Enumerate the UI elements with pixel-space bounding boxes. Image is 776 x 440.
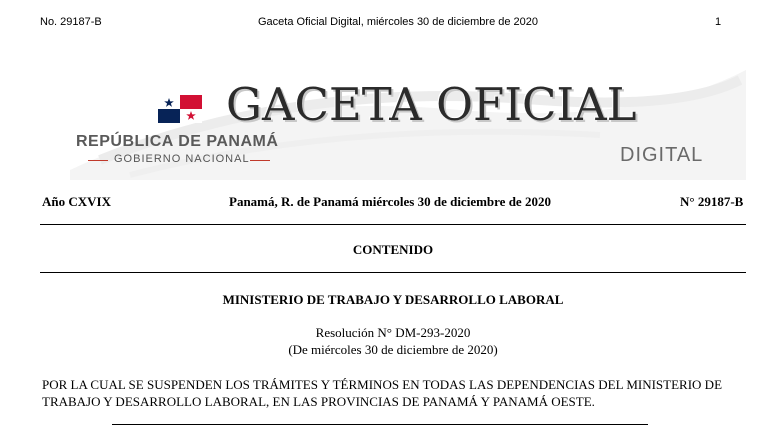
page-number: 1 [715, 16, 722, 28]
resolution-date: (De miércoles 30 de diciembre de 2020) [288, 342, 498, 357]
ministry-heading: MINISTERIO DE TRABAJO Y DESARROLLO LABORAL [222, 292, 564, 307]
country-name: REPÚBLICA DE PANAMÁ [76, 133, 279, 150]
gazette-header-title: Gaceta Oficial Digital, miércoles 30 de diciembre de 2020 [258, 16, 539, 28]
gazette-year: Año CXVIX [42, 194, 111, 209]
government-line-right [250, 160, 270, 161]
gazette-title: GACETA OFICIAL [226, 78, 637, 131]
digital-label: DIGITAL [620, 144, 704, 166]
divider [40, 224, 746, 225]
government-label: GOBIERNO NACIONAL [114, 153, 250, 165]
gazette-place-date: Panamá, R. de Panamá miércoles 30 de diciembre de 2020 [229, 194, 551, 209]
divider [40, 272, 746, 273]
resolution-number: Resolución N° DM-293-2020 [315, 325, 471, 340]
resolution-summary: POR LA CUAL SE SUSPENDEN LOS TRÁMITES Y TÉRMINOS EN TODAS LAS DEPENDENCIAS DEL MINISTERIO DE TRABAJO Y DESARROLLO LABORAL, EN LAS PROVINCIAS DE PANAMÁ Y PANAMÁ OESTE. [42, 377, 723, 409]
gazette-number: N° 29187-B [680, 194, 744, 209]
divider [112, 424, 648, 425]
government-line-left [88, 160, 108, 161]
contents-heading: CONTENIDO [352, 242, 434, 257]
panama-flag-icon [158, 95, 202, 123]
gazette-number-header: No. 29187-B [40, 16, 102, 28]
